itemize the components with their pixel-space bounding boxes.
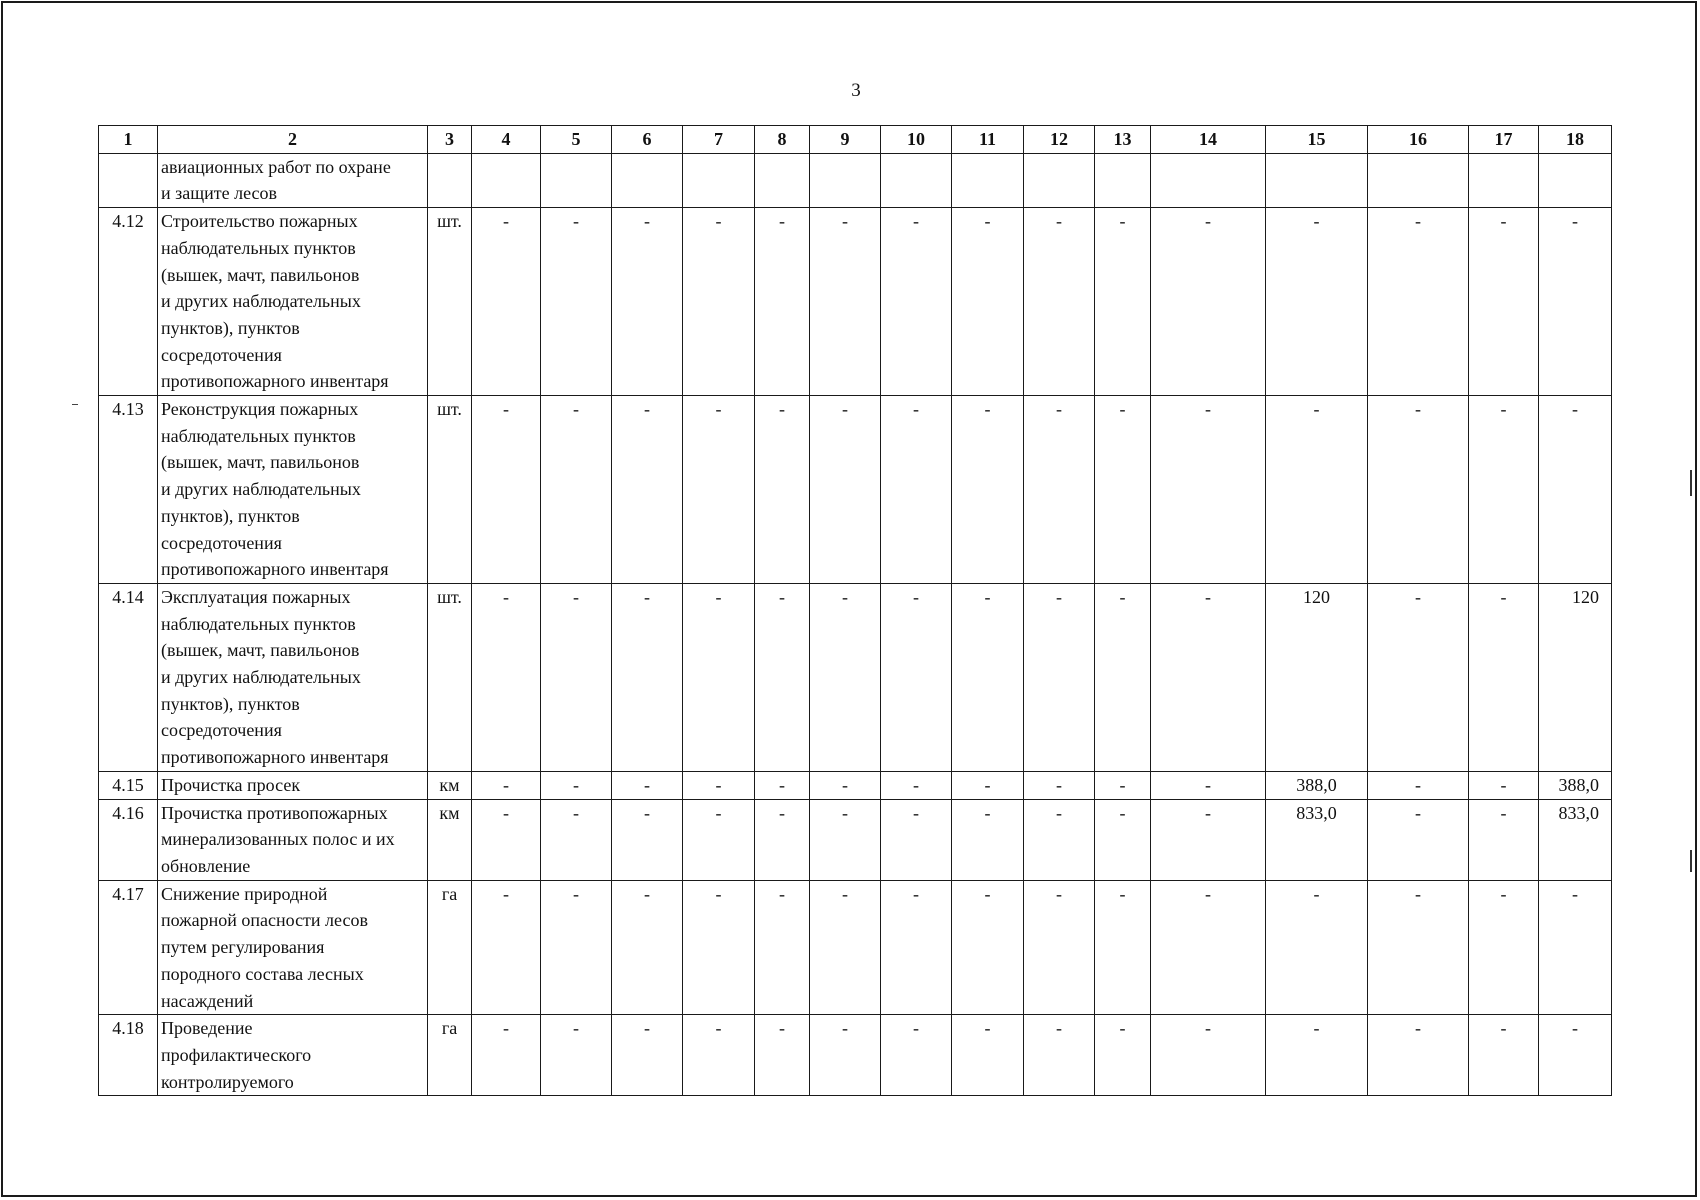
value-cell: - <box>1539 880 1612 1015</box>
header-row <box>99 126 1612 154</box>
value-cell: - <box>541 583 612 771</box>
value-cell <box>1368 153 1469 207</box>
value-cell: - <box>1024 771 1095 799</box>
value-cell <box>755 153 810 207</box>
value-cell: - <box>472 880 541 1015</box>
column-header-8: 8 <box>755 126 810 154</box>
row-activity-name: авиационных работ по охране и защите лесов <box>158 153 428 207</box>
value-cell: - <box>881 208 952 396</box>
value-cell: - <box>683 799 755 880</box>
value-cell: - <box>810 583 881 771</box>
value-cell: - <box>1151 1015 1266 1096</box>
value-cell: - <box>1095 799 1151 880</box>
column-header-16: 16 <box>1368 126 1469 154</box>
value-cell: - <box>1024 880 1095 1015</box>
value-cell: - <box>683 208 755 396</box>
row-activity-name: Прочистка просек <box>158 771 428 799</box>
data-table <box>98 125 1612 1096</box>
column-header-18: 18 <box>1539 126 1612 154</box>
value-cell: - <box>881 396 952 584</box>
column-header-10: 10 <box>881 126 952 154</box>
value-cell: - <box>1024 396 1095 584</box>
value-cell: 833,0 <box>1539 799 1612 880</box>
value-cell: - <box>810 771 881 799</box>
row-number <box>99 153 158 207</box>
value-cell: - <box>472 771 541 799</box>
value-cell: - <box>952 799 1024 880</box>
column-header-12: 12 <box>1024 126 1095 154</box>
row-number: 4.13 <box>99 396 158 584</box>
column-header-7: 7 <box>683 126 755 154</box>
value-cell: - <box>612 880 683 1015</box>
row-number: 4.17 <box>99 880 158 1015</box>
value-cell: - <box>1151 396 1266 584</box>
value-cell <box>683 153 755 207</box>
value-cell: - <box>881 1015 952 1096</box>
value-cell: - <box>1368 583 1469 771</box>
value-cell: - <box>1151 208 1266 396</box>
value-cell: - <box>683 583 755 771</box>
value-cell: 388,0 <box>1266 771 1368 799</box>
value-cell: - <box>952 583 1024 771</box>
value-cell: - <box>755 208 810 396</box>
column-header-17: 17 <box>1469 126 1539 154</box>
value-cell: - <box>1151 880 1266 1015</box>
value-cell: - <box>1368 799 1469 880</box>
value-cell: - <box>881 799 952 880</box>
scan-mark <box>72 404 78 405</box>
scan-edge-mark <box>1690 470 1692 496</box>
value-cell: - <box>612 1015 683 1096</box>
value-cell <box>1151 153 1266 207</box>
value-cell: - <box>755 583 810 771</box>
column-header-4: 4 <box>472 126 541 154</box>
value-cell: 120 <box>1266 583 1368 771</box>
row-unit: шт. <box>428 396 472 584</box>
value-cell: - <box>1469 396 1539 584</box>
value-cell: - <box>755 1015 810 1096</box>
column-header-2: 2 <box>158 126 428 154</box>
value-cell: - <box>810 799 881 880</box>
table-row <box>99 153 1612 207</box>
value-cell: - <box>541 880 612 1015</box>
row-activity-name: Реконструкция пожарных наблюдательных пунктов (вышек, мачт, павильонов и других наблюдательных пунктов), пунктов сосредоточения противопожарного инвентаря <box>158 396 428 584</box>
value-cell: - <box>1266 880 1368 1015</box>
value-cell: - <box>541 208 612 396</box>
value-cell: - <box>1151 583 1266 771</box>
table-body <box>99 153 1612 1096</box>
row-number: 4.12 <box>99 208 158 396</box>
row-activity-name: Строительство пожарных наблюдательных пунктов (вышек, мачт, павильонов и других наблюдательных пунктов), пунктов сосредоточения противопожарного инвентаря <box>158 208 428 396</box>
value-cell: - <box>472 396 541 584</box>
column-header-14: 14 <box>1151 126 1266 154</box>
value-cell: - <box>1266 208 1368 396</box>
value-cell: - <box>612 208 683 396</box>
value-cell <box>472 153 541 207</box>
value-cell: - <box>683 396 755 584</box>
column-header-1: 1 <box>99 126 158 154</box>
value-cell: - <box>1095 208 1151 396</box>
value-cell <box>1539 153 1612 207</box>
value-cell: - <box>1469 771 1539 799</box>
value-cell: - <box>541 1015 612 1096</box>
value-cell: - <box>1151 771 1266 799</box>
value-cell: - <box>541 799 612 880</box>
value-cell: - <box>755 771 810 799</box>
value-cell: - <box>755 396 810 584</box>
value-cell: - <box>952 771 1024 799</box>
column-header-13: 13 <box>1095 126 1151 154</box>
value-cell: - <box>1469 208 1539 396</box>
value-cell: - <box>683 1015 755 1096</box>
value-cell: - <box>1024 583 1095 771</box>
value-cell: - <box>472 583 541 771</box>
table-row <box>99 1015 1612 1096</box>
value-cell: - <box>1368 396 1469 584</box>
value-cell: - <box>1469 880 1539 1015</box>
value-cell: - <box>1368 771 1469 799</box>
value-cell <box>1469 153 1539 207</box>
row-number: 4.15 <box>99 771 158 799</box>
row-activity-name: Эксплуатация пожарных наблюдательных пунктов (вышек, мачт, павильонов и других наблюдательных пунктов), пунктов сосредоточения противопожарного инвентаря <box>158 583 428 771</box>
value-cell: - <box>472 1015 541 1096</box>
value-cell: - <box>881 880 952 1015</box>
scan-edge-mark <box>1690 850 1692 872</box>
page-number: 3 <box>851 80 861 101</box>
row-unit: км <box>428 799 472 880</box>
value-cell: - <box>1266 396 1368 584</box>
table-row <box>99 799 1612 880</box>
value-cell: - <box>612 396 683 584</box>
value-cell: - <box>683 880 755 1015</box>
value-cell: - <box>1368 208 1469 396</box>
row-unit: шт. <box>428 583 472 771</box>
row-activity-name: Прочистка противопожарных минерализованных полос и их обновление <box>158 799 428 880</box>
column-header-5: 5 <box>541 126 612 154</box>
value-cell: - <box>1095 1015 1151 1096</box>
table-row <box>99 208 1612 396</box>
row-number: 4.18 <box>99 1015 158 1096</box>
value-cell: - <box>1095 771 1151 799</box>
value-cell: 833,0 <box>1266 799 1368 880</box>
value-cell <box>952 153 1024 207</box>
value-cell: - <box>612 771 683 799</box>
row-unit: шт. <box>428 208 472 396</box>
value-cell: - <box>1469 583 1539 771</box>
value-cell <box>541 153 612 207</box>
value-cell <box>810 153 881 207</box>
value-cell: 388,0 <box>1539 771 1612 799</box>
value-cell: - <box>952 1015 1024 1096</box>
value-cell: - <box>1539 396 1612 584</box>
value-cell: - <box>755 880 810 1015</box>
value-cell: - <box>1151 799 1266 880</box>
value-cell: - <box>881 583 952 771</box>
value-cell: - <box>1368 1015 1469 1096</box>
value-cell: - <box>1024 208 1095 396</box>
value-cell: - <box>1539 1015 1612 1096</box>
value-cell: - <box>755 799 810 880</box>
value-cell: - <box>1266 1015 1368 1096</box>
column-header-15: 15 <box>1266 126 1368 154</box>
value-cell <box>881 153 952 207</box>
value-cell: - <box>612 583 683 771</box>
row-unit: км <box>428 771 472 799</box>
value-cell: - <box>1095 396 1151 584</box>
value-cell: 120 <box>1539 583 1612 771</box>
value-cell: - <box>810 880 881 1015</box>
value-cell: - <box>1095 880 1151 1015</box>
value-cell: - <box>1469 1015 1539 1096</box>
value-cell: - <box>810 1015 881 1096</box>
value-cell: - <box>612 799 683 880</box>
value-cell: - <box>810 396 881 584</box>
value-cell: - <box>881 771 952 799</box>
value-cell: - <box>472 799 541 880</box>
row-number: 4.14 <box>99 583 158 771</box>
value-cell: - <box>1368 880 1469 1015</box>
table-row <box>99 396 1612 584</box>
value-cell <box>1266 153 1368 207</box>
value-cell: - <box>541 771 612 799</box>
value-cell: - <box>472 208 541 396</box>
value-cell: - <box>1539 208 1612 396</box>
value-cell: - <box>952 208 1024 396</box>
table-row <box>99 771 1612 799</box>
value-cell: - <box>810 208 881 396</box>
value-cell: - <box>541 396 612 584</box>
row-activity-name: Проведение профилактического контролируемого <box>158 1015 428 1096</box>
column-header-11: 11 <box>952 126 1024 154</box>
row-unit: га <box>428 1015 472 1096</box>
value-cell: - <box>683 771 755 799</box>
row-unit: га <box>428 880 472 1015</box>
column-header-6: 6 <box>612 126 683 154</box>
table-row <box>99 583 1612 771</box>
column-header-3: 3 <box>428 126 472 154</box>
value-cell: - <box>1024 1015 1095 1096</box>
value-cell <box>1024 153 1095 207</box>
value-cell: - <box>952 396 1024 584</box>
row-number: 4.16 <box>99 799 158 880</box>
row-activity-name: Снижение природной пожарной опасности лесов путем регулирования породного состава лесных насаждений <box>158 880 428 1015</box>
value-cell: - <box>1095 583 1151 771</box>
value-cell: - <box>1024 799 1095 880</box>
value-cell <box>1095 153 1151 207</box>
value-cell: - <box>952 880 1024 1015</box>
value-cell <box>612 153 683 207</box>
table-row <box>99 880 1612 1015</box>
column-header-9: 9 <box>810 126 881 154</box>
value-cell: - <box>1469 799 1539 880</box>
row-unit <box>428 153 472 207</box>
